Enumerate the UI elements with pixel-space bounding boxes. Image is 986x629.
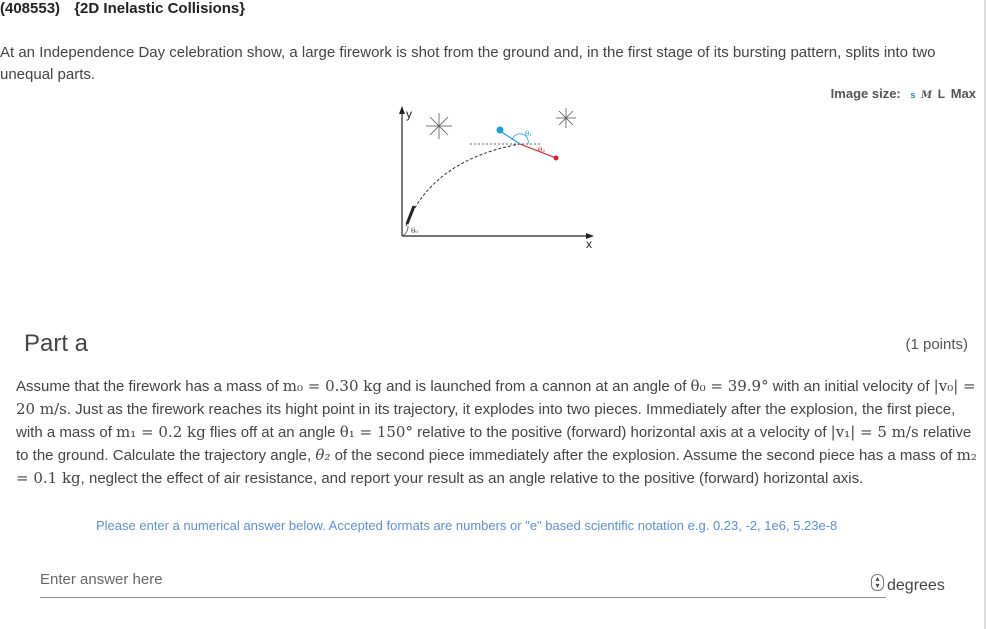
- x-axis-label: x: [586, 237, 592, 250]
- math-m0: m₀ = 0.30 kg: [282, 377, 382, 395]
- problem-text-6: relative to the positive (forward) horizontal axis at a velocity of: [412, 424, 831, 441]
- image-size-control: [831, 86, 976, 101]
- y-axis-label: y: [406, 107, 412, 121]
- math-v1: |v₁| = 5 m/s: [830, 423, 919, 441]
- firework-burst-right-icon: [556, 108, 576, 128]
- problem-text: [16, 375, 984, 490]
- image-size-m[interactable]: M: [921, 90, 933, 101]
- image-size-max[interactable]: Max: [950, 86, 976, 101]
- problem-text-7: relative to the ground. Calculate the trajectory angle,: [16, 424, 972, 464]
- theta2-label: θ₂: [538, 146, 546, 154]
- part-points: (1 points): [905, 336, 968, 353]
- answer-spinner-icon[interactable]: ▴ ▾: [871, 574, 884, 591]
- theta0-label: θ₀: [411, 227, 419, 235]
- trajectory-path: [406, 144, 520, 226]
- problem-text-4: . Just as the firework reaches its hight point in its trajectory, it explodes into two pieces. Immediately after the explosion, the first piece, with a mass of: [16, 401, 956, 441]
- piece1-marker: [497, 127, 504, 134]
- image-size-l[interactable]: L: [937, 87, 946, 101]
- problem-id: (408553): [0, 0, 61, 17]
- problem-text-3: with an initial velocity of: [768, 378, 934, 395]
- problem-text-9: , neglect the effect of air resistance, and report your result as an angle relative to the positive (forward) horizontal axis.: [80, 470, 864, 487]
- math-theta0: θ₀ = 39.9°: [690, 377, 769, 395]
- math-theta1: θ₁ = 150°: [339, 423, 413, 441]
- problem-text-5: flies off at an angle: [205, 424, 340, 441]
- math-m2: m₂ = 0.1 kg: [16, 446, 977, 487]
- problem-text-2: and is launched from a cannon at an angle of: [381, 378, 691, 395]
- math-theta2: θ₂: [315, 446, 331, 464]
- intro-text: At an Independence Day celebration show, a large firework is shot from the ground and, in the first stage of its bursting pattern, splits into two unequal parts.: [0, 44, 936, 83]
- problem-text-1: Assume that the firework has a mass of: [16, 378, 283, 395]
- answer-unit: degrees: [887, 577, 945, 594]
- answer-input[interactable]: [40, 566, 820, 592]
- theta1-label: θ₁: [525, 130, 533, 138]
- answer-row: [40, 566, 886, 598]
- y-axis-arrow: [399, 106, 405, 114]
- math-m1: m₁ = 0.2 kg: [116, 423, 206, 441]
- firework-burst-left-icon: [426, 113, 452, 139]
- firework-diagram: [392, 100, 602, 250]
- problem-text-8: of the second piece immediately after the explosion. Assume the second piece has a mass of: [330, 447, 957, 464]
- piece2-marker: [554, 156, 559, 161]
- image-size-label: Image size:: [830, 86, 901, 101]
- problem-header: [0, 0, 255, 17]
- math-v0: |v₀| = 20 m/s: [16, 377, 976, 418]
- rocket-icon: [407, 206, 414, 224]
- piece1-velocity: [500, 131, 520, 144]
- answer-format-hint: Please enter a numerical answer below. Accepted formats are numbers or "e" based scientific notation e.g. 0.23, -2, 1e6, 5.23e-8: [96, 518, 838, 533]
- image-size-s[interactable]: s: [910, 90, 916, 100]
- problem-title: {2D Inelastic Collisions}: [74, 0, 246, 17]
- theta0-arc: [402, 226, 408, 236]
- part-title: Part a: [24, 330, 89, 357]
